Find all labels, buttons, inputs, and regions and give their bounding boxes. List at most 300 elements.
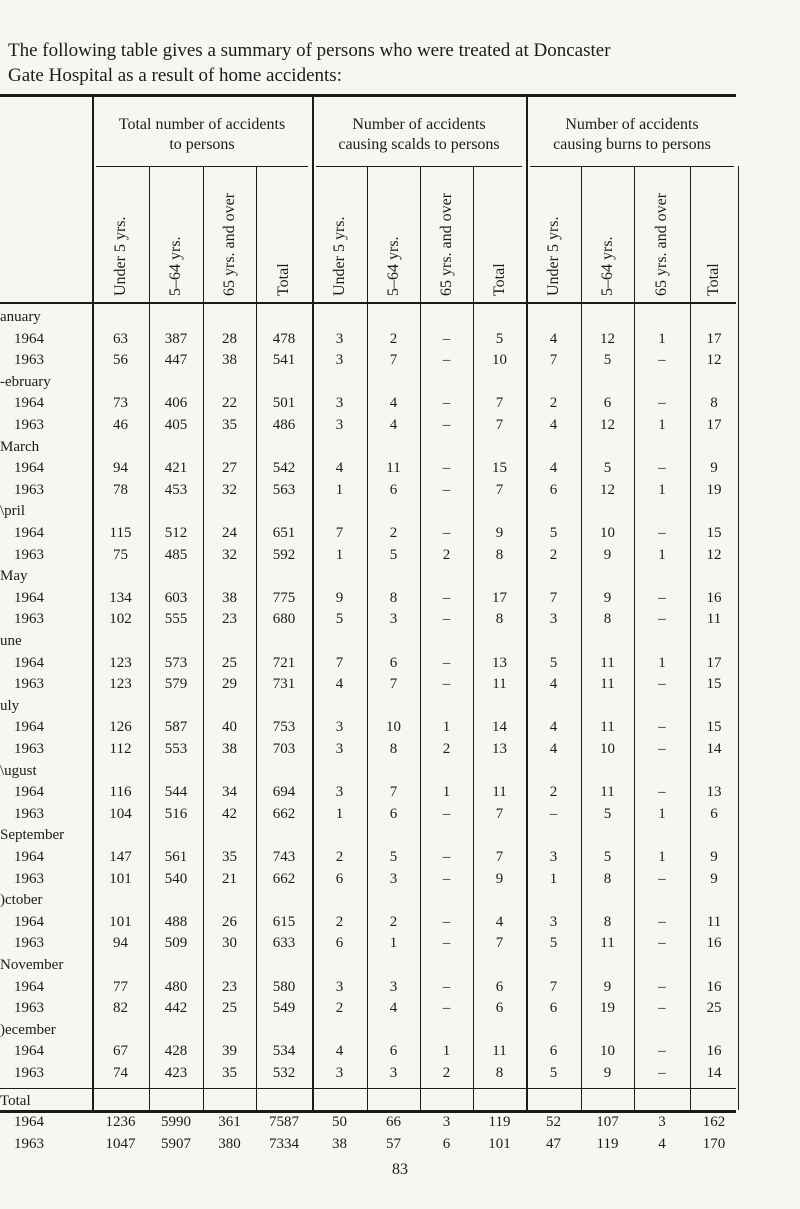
value-cell: 112 <box>109 741 132 757</box>
value-cell: 12 <box>600 330 615 347</box>
value-cell: 4 <box>549 460 558 477</box>
value-cell: 12 <box>600 481 615 498</box>
year-label: 1963 <box>14 481 44 498</box>
value-cell: – <box>658 395 666 412</box>
value-cell: 8 <box>603 870 612 887</box>
value-cell: 15 <box>706 719 722 736</box>
value-cell: – <box>442 849 451 865</box>
value-cell: 38 <box>332 1135 347 1152</box>
month-label: anuary <box>0 309 41 325</box>
total-row <box>0 1113 800 1131</box>
value-cell: 3 <box>442 1114 451 1131</box>
column-header-10: 5–64 yrs. <box>598 236 616 296</box>
value-cell: 2 <box>442 546 451 563</box>
value-cell: 516 <box>164 805 188 822</box>
month-label: -ebruary <box>0 373 51 390</box>
value-cell: 532 <box>272 1065 296 1081</box>
value-cell: 17 <box>706 417 722 433</box>
value-cell: 14 <box>492 719 507 736</box>
value-cell: 5990 <box>161 1114 191 1131</box>
data-row <box>0 589 800 607</box>
value-cell: 633 <box>272 935 296 952</box>
total-row <box>0 1135 800 1153</box>
value-cell: 11 <box>492 676 507 693</box>
value-cell: 428 <box>164 1043 188 1060</box>
data-row <box>0 740 800 758</box>
value-cell: 380 <box>218 1135 241 1152</box>
data-row <box>0 978 800 996</box>
value-cell: 1 <box>658 330 666 347</box>
value-cell: 753 <box>272 719 296 736</box>
value-cell: 8 <box>603 611 612 628</box>
value-cell: 3 <box>335 978 344 995</box>
value-cell: 1047 <box>105 1135 136 1152</box>
value-cell: 2 <box>549 784 558 801</box>
value-cell: 4 <box>335 460 344 477</box>
value-cell: 11 <box>492 784 507 801</box>
value-cell: 35 <box>222 1065 237 1081</box>
value-cell: 3 <box>389 611 398 628</box>
value-cell: 6 <box>549 481 558 498</box>
column-divider <box>738 166 739 1110</box>
value-cell: 7 <box>389 352 398 369</box>
value-cell: 11 <box>600 719 615 736</box>
value-cell: – <box>658 741 666 757</box>
value-cell: 32 <box>222 546 237 563</box>
value-cell: 11 <box>600 654 615 671</box>
value-cell: 573 <box>164 654 188 671</box>
value-cell: 27 <box>222 460 237 477</box>
value-cell: 6 <box>389 1043 398 1060</box>
value-cell: 3 <box>335 741 344 757</box>
data-row <box>0 1064 800 1082</box>
data-row <box>0 459 800 477</box>
value-cell: 3 <box>335 330 344 347</box>
year-label: 1964 <box>14 460 44 477</box>
value-cell: 17 <box>706 330 722 347</box>
value-cell: – <box>658 870 666 887</box>
value-cell: 3 <box>389 1065 398 1081</box>
value-cell: 563 <box>272 481 296 498</box>
column-divider <box>690 166 691 1110</box>
value-cell: 579 <box>164 676 188 693</box>
value-cell: – <box>442 805 451 822</box>
value-cell: 17 <box>706 654 722 671</box>
value-cell: 592 <box>272 546 296 563</box>
value-cell: 39 <box>222 1043 237 1060</box>
value-cell: 4 <box>549 417 558 433</box>
value-cell: 5 <box>603 805 612 822</box>
value-cell: 541 <box>272 352 296 369</box>
value-cell: 3 <box>389 978 398 995</box>
value-cell: 25 <box>222 654 237 671</box>
value-cell: 42 <box>222 805 237 822</box>
value-cell: 478 <box>272 330 296 347</box>
value-cell: 7587 <box>269 1114 299 1131</box>
value-cell: 102 <box>109 611 132 628</box>
value-cell: 1 <box>442 719 451 736</box>
total-label: Total <box>0 1092 31 1109</box>
value-cell: 4 <box>549 676 558 693</box>
column-header-1: Under 5 yrs. <box>111 216 129 296</box>
value-cell: – <box>442 611 451 628</box>
value-cell: 3 <box>335 395 344 412</box>
header-bottom-rule <box>0 302 736 304</box>
value-cell: – <box>658 978 666 995</box>
value-cell: 29 <box>222 676 237 693</box>
value-cell: 488 <box>164 913 188 930</box>
value-cell: 3 <box>658 1114 666 1131</box>
value-cell: 67 <box>113 1043 128 1060</box>
year-label: 1963 <box>14 417 44 433</box>
month-label: )ecember <box>0 1021 56 1038</box>
value-cell: – <box>658 1065 666 1081</box>
value-cell: 16 <box>706 935 722 952</box>
value-cell: 40 <box>222 719 237 736</box>
value-cell: 46 <box>113 417 128 433</box>
year-label: 1964 <box>14 395 44 412</box>
value-cell: 694 <box>272 784 296 801</box>
year-label: 1963 <box>14 1000 44 1017</box>
value-cell: 115 <box>109 525 132 541</box>
value-cell: 5907 <box>161 1135 191 1152</box>
value-cell: 1 <box>658 481 666 498</box>
value-cell: 5 <box>335 611 344 628</box>
month-label: March <box>0 438 40 455</box>
column-divider <box>149 166 150 1110</box>
year-label: 1963 <box>14 676 44 693</box>
value-cell: 126 <box>109 719 132 736</box>
year-label: 1964 <box>14 849 44 865</box>
value-cell: – <box>658 589 666 606</box>
value-cell: 7 <box>389 784 398 801</box>
value-cell: 8 <box>495 611 504 628</box>
value-cell: 580 <box>272 978 296 995</box>
value-cell: 1 <box>389 935 398 952</box>
value-cell: 66 <box>386 1114 401 1131</box>
value-cell: 4 <box>389 395 398 412</box>
value-cell: 9 <box>603 546 612 563</box>
column-header-12: Total <box>705 263 722 296</box>
value-cell: 4 <box>389 417 398 433</box>
value-cell: 162 <box>702 1114 726 1131</box>
data-row <box>0 416 800 434</box>
value-cell: – <box>658 935 666 952</box>
value-cell: – <box>658 1000 666 1017</box>
value-cell: 447 <box>164 352 188 369</box>
value-cell: 14 <box>706 741 722 757</box>
value-cell: 2 <box>389 525 398 541</box>
value-cell: 5 <box>603 849 612 865</box>
month-label: November <box>0 957 64 973</box>
totals-rule <box>0 1088 736 1089</box>
value-cell: – <box>658 913 666 930</box>
value-cell: 11 <box>706 913 722 930</box>
value-cell: 662 <box>272 805 296 822</box>
group-header-line-1: Number of accidents <box>565 116 699 133</box>
value-cell: 480 <box>164 978 188 995</box>
year-label: 1964 <box>14 589 44 606</box>
data-row <box>0 999 800 1017</box>
month-label: une <box>0 633 22 649</box>
value-cell: 3 <box>389 870 398 887</box>
column-header-6: 5–64 yrs. <box>384 236 402 296</box>
value-cell: – <box>442 935 451 952</box>
year-label: 1964 <box>14 1043 44 1060</box>
value-cell: 405 <box>164 417 188 433</box>
value-cell: 19 <box>600 1000 615 1017</box>
data-row <box>0 524 800 542</box>
intro-paragraph <box>8 38 788 88</box>
value-cell: 19 <box>706 481 722 498</box>
value-cell: 23 <box>222 978 237 995</box>
value-cell: 5 <box>603 460 612 477</box>
value-cell: 2 <box>335 913 344 930</box>
value-cell: 101 <box>109 870 132 887</box>
value-cell: 6 <box>335 870 344 887</box>
value-cell: 5 <box>549 1065 558 1081</box>
value-cell: 5 <box>389 849 398 865</box>
value-cell: 553 <box>164 741 188 757</box>
value-cell: 2 <box>549 395 558 412</box>
value-cell: 4 <box>389 1000 398 1017</box>
value-cell: 3 <box>335 1065 344 1081</box>
value-cell: 6 <box>389 805 398 822</box>
value-cell: 1 <box>442 784 451 801</box>
data-row <box>0 351 800 369</box>
value-cell: 4 <box>335 676 344 693</box>
value-cell: 7 <box>335 654 344 671</box>
value-cell: 4 <box>335 1043 344 1060</box>
value-cell: 8 <box>710 395 718 412</box>
value-cell: 6 <box>603 395 612 412</box>
value-cell: – <box>442 417 451 433</box>
value-cell: 123 <box>109 654 132 671</box>
year-label: 1963 <box>14 805 44 822</box>
value-cell: 9 <box>710 460 718 477</box>
value-cell: 11 <box>706 611 722 628</box>
value-cell: 11 <box>492 1043 507 1060</box>
value-cell: 2 <box>442 1065 451 1081</box>
group-header-line-1: Number of accidents <box>352 116 486 133</box>
value-cell: 119 <box>596 1135 619 1152</box>
value-cell: 6 <box>549 1000 558 1017</box>
value-cell: 387 <box>164 330 188 347</box>
value-cell: 10 <box>386 719 401 736</box>
value-cell: 6 <box>389 481 398 498</box>
value-cell: 9 <box>710 870 718 887</box>
value-cell: 1 <box>335 481 344 498</box>
value-cell: 1 <box>335 546 344 563</box>
value-cell: 9 <box>603 589 612 606</box>
data-row <box>0 870 800 888</box>
value-cell: 7 <box>549 352 558 369</box>
value-cell: 52 <box>546 1114 561 1131</box>
value-cell: 10 <box>600 525 615 541</box>
value-cell: 107 <box>596 1114 619 1131</box>
value-cell: 421 <box>164 460 188 477</box>
month-label: uly <box>0 697 20 714</box>
column-divider <box>473 166 474 1110</box>
value-cell: – <box>442 654 451 671</box>
group-header-line-2: causing burns to persons <box>553 136 711 153</box>
value-cell: 50 <box>332 1114 347 1131</box>
value-cell: 680 <box>272 611 296 628</box>
value-cell: 77 <box>113 978 128 995</box>
value-cell: 3 <box>335 352 344 369</box>
value-cell: 11 <box>600 935 615 952</box>
value-cell: 8 <box>389 741 398 757</box>
value-cell: 1236 <box>105 1114 136 1131</box>
value-cell: 2 <box>389 330 398 347</box>
value-cell: 28 <box>222 330 237 347</box>
column-divider <box>634 166 635 1110</box>
data-row <box>0 783 800 801</box>
value-cell: 12 <box>600 417 615 433</box>
value-cell: 2 <box>335 1000 344 1017</box>
value-cell: 21 <box>222 870 237 887</box>
value-cell: 11 <box>600 676 615 693</box>
group-header-line-2: causing scalds to persons <box>338 136 500 153</box>
value-cell: 7 <box>495 935 504 952</box>
value-cell: 6 <box>389 654 398 671</box>
value-cell: 9 <box>603 978 612 995</box>
value-cell: 3 <box>335 417 344 433</box>
data-row <box>0 805 800 823</box>
value-cell: 11 <box>600 784 615 801</box>
value-cell: 4 <box>658 1135 666 1152</box>
value-cell: 4 <box>495 913 504 930</box>
value-cell: 15 <box>492 460 507 477</box>
value-cell: 75 <box>113 546 128 563</box>
intro-line-2: Gate Hospital as a result of home accidents: <box>8 65 342 86</box>
value-cell: 34 <box>222 784 237 801</box>
value-cell: 561 <box>164 849 188 865</box>
value-cell: 9 <box>495 525 504 541</box>
value-cell: 442 <box>164 1000 188 1017</box>
value-cell: 2 <box>335 849 344 865</box>
value-cell: 361 <box>218 1114 241 1131</box>
year-label: 1963 <box>14 870 44 887</box>
year-label: 1963 <box>14 935 44 952</box>
value-cell: 56 <box>113 352 128 369</box>
value-cell: 57 <box>386 1135 401 1152</box>
value-cell: 6 <box>442 1135 451 1152</box>
value-cell: 123 <box>109 676 132 693</box>
value-cell: 6 <box>495 1000 504 1017</box>
value-cell: 2 <box>549 546 558 563</box>
value-cell: 5 <box>603 352 612 369</box>
column-header-9: Under 5 yrs. <box>544 216 562 296</box>
value-cell: 5 <box>549 525 558 541</box>
value-cell: 170 <box>702 1135 726 1152</box>
value-cell: 16 <box>706 589 722 606</box>
value-cell: 7 <box>495 805 504 822</box>
column-header-4: Total <box>275 263 292 296</box>
value-cell: 7 <box>549 978 558 995</box>
value-cell: 26 <box>222 913 237 930</box>
value-cell: 8 <box>495 546 504 563</box>
column-divider <box>256 166 257 1110</box>
group-header-line-2: to persons <box>169 136 235 153</box>
value-cell: – <box>658 676 666 693</box>
value-cell: – <box>442 589 451 606</box>
value-cell: 3 <box>549 611 558 628</box>
value-cell: 116 <box>109 784 132 801</box>
value-cell: 4 <box>549 741 558 757</box>
month-label: )ctober <box>0 892 43 909</box>
value-cell: 4 <box>549 719 558 736</box>
value-cell: 775 <box>272 589 296 606</box>
value-cell: – <box>442 330 451 347</box>
value-cell: 9 <box>710 849 718 865</box>
year-label: 1964 <box>14 654 44 671</box>
value-cell: 9 <box>335 589 344 606</box>
value-cell: – <box>658 611 666 628</box>
value-cell: 1 <box>549 870 558 887</box>
value-cell: 101 <box>109 913 132 930</box>
month-label: September <box>0 827 65 844</box>
column-header-11: 65 yrs. and over <box>653 192 670 296</box>
value-cell: – <box>658 460 666 477</box>
value-cell: – <box>658 719 666 736</box>
data-row <box>0 934 800 952</box>
value-cell: 486 <box>272 417 296 433</box>
value-cell: – <box>658 784 666 801</box>
data-row <box>0 546 800 564</box>
value-cell: 11 <box>386 460 401 477</box>
value-cell: 32 <box>222 481 237 498</box>
data-row <box>0 675 800 693</box>
month-label: May <box>0 568 28 585</box>
value-cell: 16 <box>706 978 722 995</box>
year-label: 1963 <box>14 1135 44 1152</box>
value-cell: 6 <box>549 1043 558 1060</box>
value-cell: 534 <box>272 1043 296 1060</box>
value-cell: 8 <box>389 589 398 606</box>
value-cell: 94 <box>113 935 128 952</box>
value-cell: 6 <box>495 978 504 995</box>
value-cell: 38 <box>222 352 237 369</box>
value-cell: 540 <box>164 870 188 887</box>
value-cell: 78 <box>113 481 128 498</box>
value-cell: 3 <box>549 849 558 865</box>
value-cell: 25 <box>706 1000 722 1017</box>
value-cell: 38 <box>222 589 237 606</box>
value-cell: 147 <box>109 849 132 865</box>
value-cell: 3 <box>549 913 558 930</box>
value-cell: 63 <box>113 330 128 347</box>
value-cell: – <box>442 460 451 477</box>
year-label: 1964 <box>14 913 44 930</box>
year-label: 1964 <box>14 978 44 995</box>
column-header-5: Under 5 yrs. <box>330 216 348 296</box>
column-header-2: 5–64 yrs. <box>167 236 184 296</box>
value-cell: 7 <box>335 525 344 541</box>
month-label: \pril <box>0 503 25 520</box>
intro-line-1: The following table gives a summary of persons who were treated at Doncaster <box>8 40 611 61</box>
value-cell: 731 <box>272 676 296 693</box>
value-cell: 12 <box>706 352 722 369</box>
value-cell: – <box>658 1043 666 1060</box>
year-label: 1964 <box>14 525 44 541</box>
data-row <box>0 394 800 412</box>
column-header-8: Total <box>490 263 508 296</box>
value-cell: 5 <box>389 546 398 563</box>
value-cell: 74 <box>113 1065 128 1081</box>
value-cell: 7 <box>549 589 558 606</box>
value-cell: 13 <box>492 654 507 671</box>
